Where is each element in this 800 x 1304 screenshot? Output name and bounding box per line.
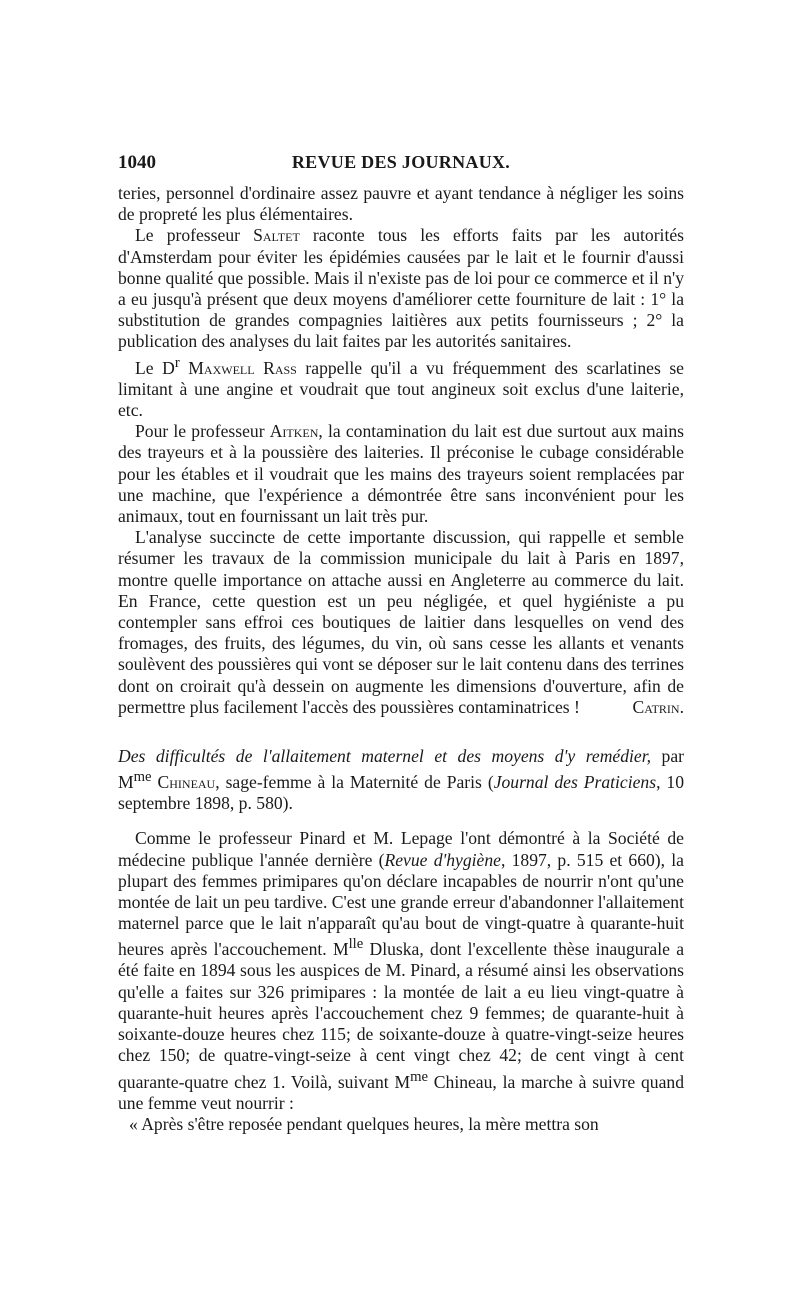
paragraph-text: « Après s'être reposée pendant quelques heures, la mère mettra son bbox=[129, 1113, 599, 1134]
person-name: Saltet bbox=[253, 225, 300, 246]
journal-reference: Revue d'hygiène bbox=[384, 849, 501, 870]
paragraph-text: L'analyse succincte de cette importante discussion, qui rappelle et semble résumer les travaux de la commission municipale du lait à Paris en 1897, montre quelle importance on attache aussi en Angleterre au commerce du lait. En France, cette question est un peu négligée, et quel hygiéniste a pu contempler sans effroi ces boutiques de laitier dans lesquelles on vend des fromages, des fruits, des légumes, du vin, où sans cesse les allants et venants soulèvent des poussières qui vont se déposer sur le lait contenu dans des terrines dont on croirait qu'à dessein on augmente les dimensions d'ouverture, afin de permettre plus facilement l'accès des poussières contaminatrices ! bbox=[118, 527, 684, 717]
paragraph-saltet bbox=[118, 225, 684, 352]
paragraph-text: Le D bbox=[135, 357, 175, 378]
page-header bbox=[118, 152, 684, 178]
superscript: lle bbox=[348, 936, 364, 953]
person-name: Aitken bbox=[269, 421, 319, 442]
article-title: Des difficultés de l'allaitement maternel et des moyens d'y remédier, bbox=[118, 745, 651, 766]
article-journal: Journal des Praticiens bbox=[493, 772, 657, 792]
paragraph-text: , la contamination du lait est due surtout aux mains des trayeurs et à la poussière des laiteries. Il préconise le cubage considérable pour les étables et il voudrait que les mains des trayeurs soient remplacées par une machine, que l'expérience a démontrée être sans inconvénient pour les animaux, tout en fournissant un lait très pur. bbox=[118, 421, 684, 526]
page-number: 1040 bbox=[118, 152, 156, 173]
article-heading bbox=[118, 746, 684, 814]
superscript: me bbox=[410, 1068, 428, 1085]
article-by: par M bbox=[118, 745, 684, 792]
paragraph-text: Comme le professeur Pinard et M. Lepage l'ont démontré à la Société de médecine publique l'année dernière ( bbox=[118, 828, 684, 870]
article-role: , sage-femme à la Maternité de Paris ( bbox=[215, 772, 494, 792]
paragraph-maxwell-rass bbox=[118, 353, 684, 421]
superscript: r bbox=[174, 354, 180, 371]
paragraph-text: Chineau, la marche à suivre quand une femme veut nourrir : bbox=[118, 1071, 684, 1113]
body-text bbox=[118, 183, 684, 1135]
article-date: , 10 septembre 1898, p. 580). bbox=[118, 772, 684, 814]
paragraph-text: teries, personnel d'ordinaire assez pauvre et ayant tendance à négliger les soins de propreté les plus élémentaires. bbox=[118, 183, 684, 225]
paragraph-pinard bbox=[118, 828, 684, 1113]
paragraph-text: Dluska, dont l'excellente thèse inaugurale a été faite en 1894 sous les auspices de M. Pinard, a résumé ainsi les observations qu'elle a faites sur 326 primipares : la montée de lait a eu lieu vingt-quatre à quarante-huit heures après l'accouchement chez 9 femmes; de quarante-huit à soixante-douze heures chez 115; de soixante-douze à quatre-vingt-seize heures chez 150; de quatre-vingt-seize à cent vingt chez 42; de cent vingt à cent quarante-quatre chez 1. Voilà, suivant M bbox=[118, 939, 685, 1092]
paragraph-text: raconte tous les efforts faits par les autorités d'Amsterdam pour éviter les épidémies causées par le lait et le fournir d'aussi bonne qualité que possible. Mais il n'existe pas de loi pour ce commerce et il n'y a eu jusqu'à présent que deux moyens d'améliorer cette fourniture de lait : 1° la substitution de grandes compagnies laitières aux petits fournisseurs ; 2° la publication des analyses du lait faites par les autorités sanitaires. bbox=[118, 225, 684, 352]
running-title: REVUE DES JOURNAUX. bbox=[291, 152, 511, 172]
article-author: Chineau bbox=[157, 772, 216, 792]
paragraph-analysis bbox=[118, 527, 684, 718]
author-signature: Catrin. bbox=[632, 696, 684, 717]
paragraph-text: rappelle qu'il a vu fréquemment des scarlatines se limitant à une angine et voudrait que tout angineux soit exclus d'une laiterie, etc. bbox=[118, 357, 684, 420]
superscript: me bbox=[133, 769, 152, 786]
paragraph-aitken bbox=[118, 421, 684, 527]
paragraph-text: Le professeur bbox=[135, 225, 254, 246]
paragraph-continuation bbox=[118, 183, 684, 225]
paragraph-text: Pour le professeur bbox=[135, 421, 270, 442]
paragraph-quote bbox=[118, 1114, 684, 1135]
paragraph-text: , 1897, p. 515 et 660), la plupart des femmes primipares qu'on déclare incapables de nourrir n'ont qu'une montée de lait un peu tardive. C'est une grande erreur d'abandonner l'allaitement maternel parce que le lait n'apparaît qu'au bout de vingt-quatre à quarante-huit heures après l'accouchement. M bbox=[118, 849, 684, 960]
person-name: Maxwell Rass bbox=[188, 357, 297, 378]
